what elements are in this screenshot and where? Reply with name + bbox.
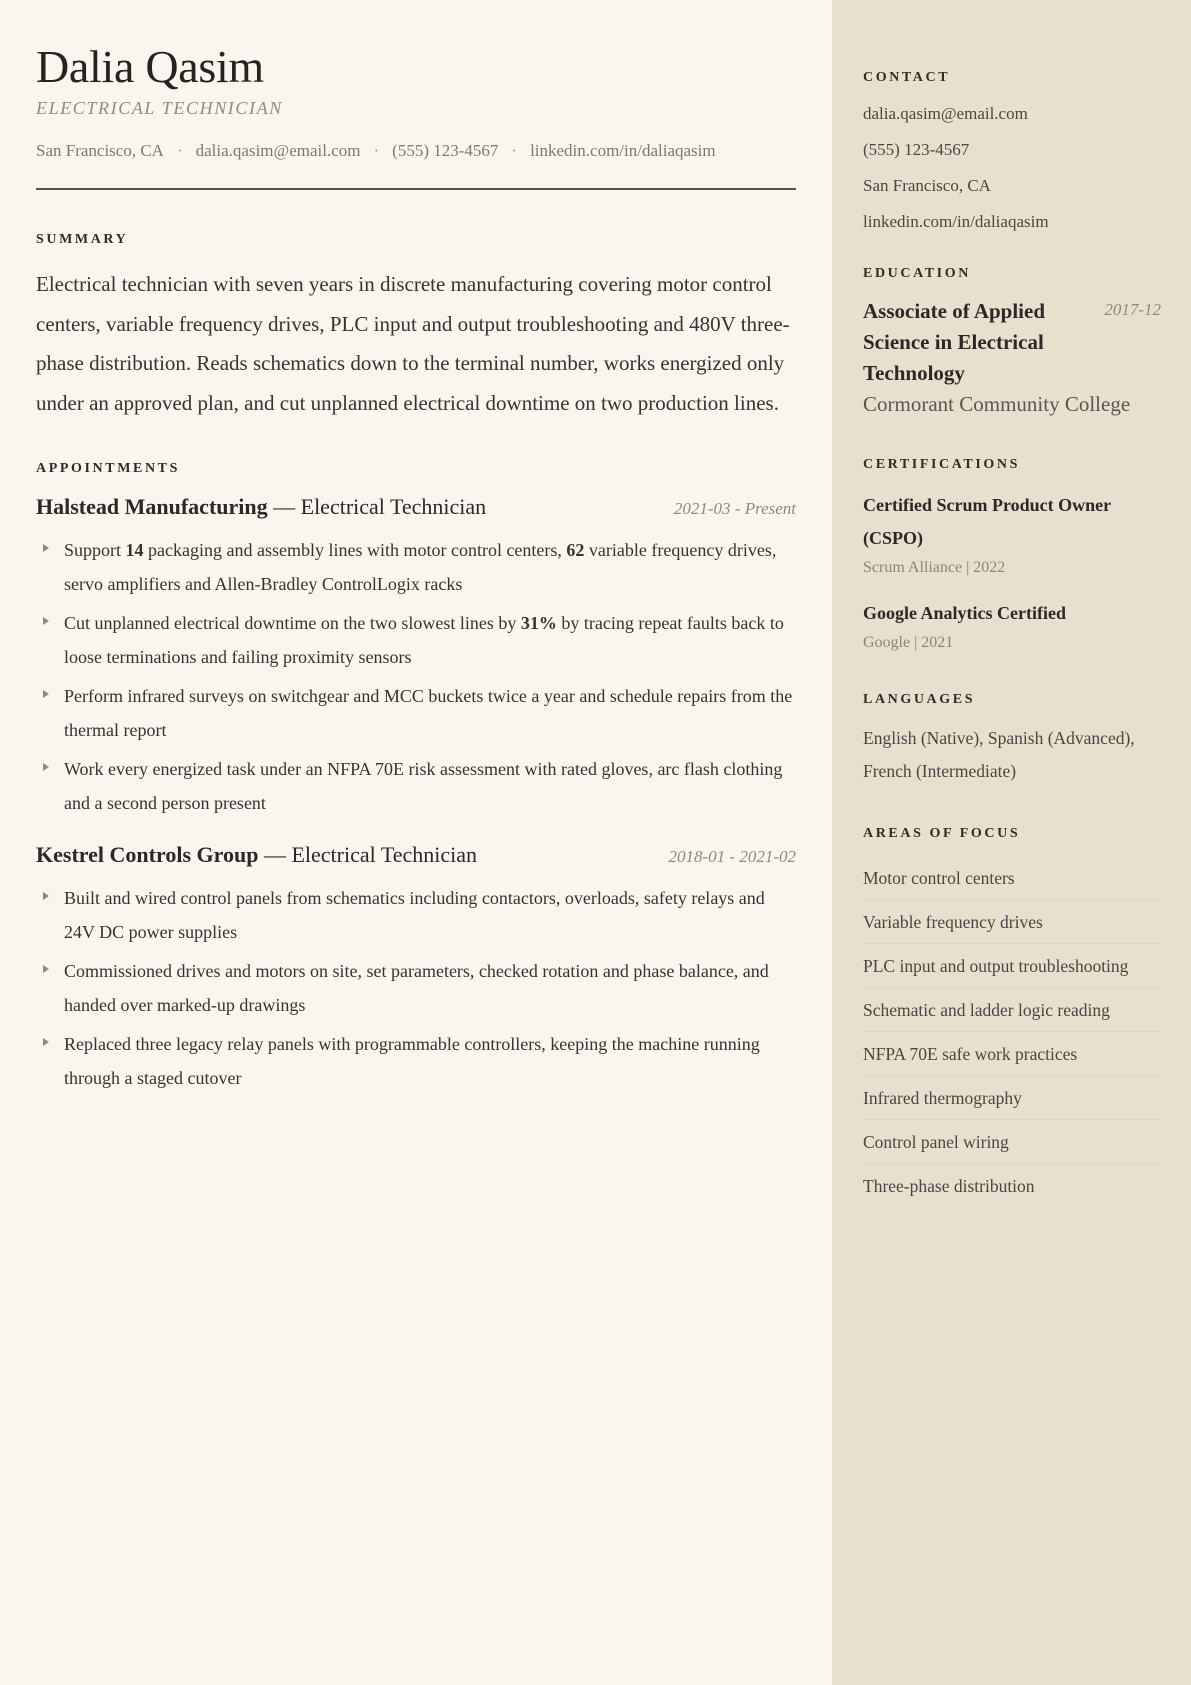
sidebar	[832, 0, 1191, 1685]
focus-section	[863, 826, 1161, 1207]
sidebar-location: San Francisco, CA	[863, 176, 991, 195]
job-bullets	[36, 881, 796, 1095]
education-degree: Associate of Applied Science in Electrical Technology	[863, 299, 1046, 385]
bullet-text: Commissioned drives and motors on site, set parameters, checked rotation and phase balance, and handed over marked-up drawings	[64, 961, 769, 1015]
location-text: San Francisco, CA	[36, 141, 164, 160]
job-bullet	[36, 679, 796, 747]
certification-name: Certified Scrum Product Owner (CSPO)	[863, 495, 1111, 548]
education-section	[863, 266, 1161, 417]
linkedin-link[interactable]: linkedin.com/in/daliaqasim	[530, 141, 716, 160]
certification-meta: Scrum Alliance | 2022	[863, 559, 1006, 576]
appointments-list	[36, 494, 796, 1095]
education-date: 2017-12	[1104, 300, 1161, 319]
bullet-text: variable frequency drives, servo amplifiers and Allen-Bradley ControlLogix racks	[64, 540, 777, 594]
focus-item: Variable frequency drives	[863, 900, 1161, 944]
languages-text: English (Native), Spanish (Advanced), French (Intermediate)	[863, 728, 1135, 781]
certifications-heading: CERTIFICATIONS	[863, 457, 1021, 472]
job-bullet	[36, 533, 796, 601]
job-bullet	[36, 606, 796, 674]
sidebar-phone: (555) 123-4567	[863, 140, 970, 159]
appointments-heading: APPOINTMENTS	[36, 461, 180, 476]
focus-heading: AREAS OF FOCUS	[863, 826, 1021, 841]
contact-line	[36, 141, 796, 161]
certification-name: Google Analytics Certified	[863, 603, 1066, 623]
languages-heading: LANGUAGES	[863, 692, 976, 707]
bullet-text: Built and wired control panels from schematics including contactors, overloads, safety relays and 24V DC power supplies	[64, 888, 765, 942]
job-header	[36, 842, 796, 868]
job-bullet	[36, 1027, 796, 1095]
job-company: Kestrel Controls Group	[36, 842, 259, 867]
focus-item: Infrared thermography	[863, 1076, 1161, 1120]
job-position: — Electrical Technician	[258, 842, 478, 867]
summary-text: Electrical technician with seven years in discrete manufacturing covering motor control centers, variable frequency drives, PLC input and output troubleshooting and 480V three-phase distribution. Reads schematics down to the terminal number, works energized only under an approved plan, and cut unplanned electrical downtime on two production lines.	[36, 272, 790, 415]
bullet-text: Support	[64, 540, 126, 560]
bullet-text: Replaced three legacy relay panels with programmable controllers, keeping the machine running through a staged cutover	[64, 1034, 760, 1088]
job-entry	[36, 842, 796, 1095]
focus-item: NFPA 70E safe work practices	[863, 1032, 1161, 1076]
bullet-metric: 14	[125, 540, 144, 560]
job-bullets	[36, 533, 796, 820]
separator: ·	[511, 141, 518, 160]
certifications-section	[863, 457, 1161, 652]
sidebar-linkedin[interactable]: linkedin.com/in/daliaqasim	[863, 212, 1049, 231]
job-company: Halstead Manufacturing	[36, 494, 268, 519]
job-bullet	[36, 752, 796, 820]
bullet-text: Cut unplanned electrical downtime on the two slowest lines by	[64, 613, 521, 633]
certification-item	[863, 489, 1161, 577]
languages-section	[863, 692, 1161, 788]
job-dates: 2021-03 - Present	[673, 499, 796, 518]
job-position: — Electrical Technician	[267, 494, 487, 519]
summary-heading: SUMMARY	[36, 232, 129, 247]
contact-heading: CONTACT	[863, 70, 951, 85]
bullet-metric: 31%	[520, 613, 557, 633]
focus-item: Schematic and ladder logic reading	[863, 988, 1161, 1032]
separator: ·	[176, 141, 183, 160]
bullet-metric: 62	[566, 540, 585, 560]
focus-item: Control panel wiring	[863, 1120, 1161, 1164]
education-entry	[863, 296, 1161, 389]
bullet-text: by tracing repeat faults back to loose terminations and failing proximity sensors	[64, 613, 784, 667]
bullet-text: Perform infrared surveys on switchgear and MCC buckets twice a year and schedule repairs from the thermal report	[64, 686, 793, 740]
job-entry	[36, 494, 796, 820]
sidebar-email[interactable]: dalia.qasim@email.com	[863, 104, 1028, 123]
certification-meta: Google | 2021	[863, 634, 954, 651]
job-title	[36, 842, 477, 868]
job-title	[36, 494, 486, 520]
email-link[interactable]: dalia.qasim@email.com	[195, 141, 361, 160]
contact-section	[863, 70, 1161, 233]
focus-item: Three-phase distribution	[863, 1176, 1035, 1196]
education-school: Cormorant Community College	[863, 392, 1131, 416]
certification-item	[863, 597, 1161, 652]
focus-item: Motor control centers	[863, 856, 1161, 900]
bullet-text: Work every energized task under an NFPA 70E risk assessment with rated gloves, arc flash clothing and a second person present	[64, 759, 783, 813]
focus-list	[863, 856, 1161, 1207]
candidate-role: ELECTRICAL TECHNICIAN	[36, 98, 283, 118]
education-heading: EDUCATION	[863, 266, 971, 281]
separator: ·	[373, 141, 380, 160]
job-header	[36, 494, 796, 520]
candidate-name: Dalia Qasim	[36, 41, 264, 92]
header-divider	[36, 188, 796, 190]
job-dates: 2018-01 - 2021-02	[668, 847, 796, 866]
job-bullet	[36, 954, 796, 1022]
job-bullet	[36, 881, 796, 949]
focus-item: PLC input and output troubleshooting	[863, 944, 1161, 988]
phone-text: (555) 123-4567	[392, 141, 499, 160]
bullet-text: packaging and assembly lines with motor control centers,	[143, 540, 567, 560]
